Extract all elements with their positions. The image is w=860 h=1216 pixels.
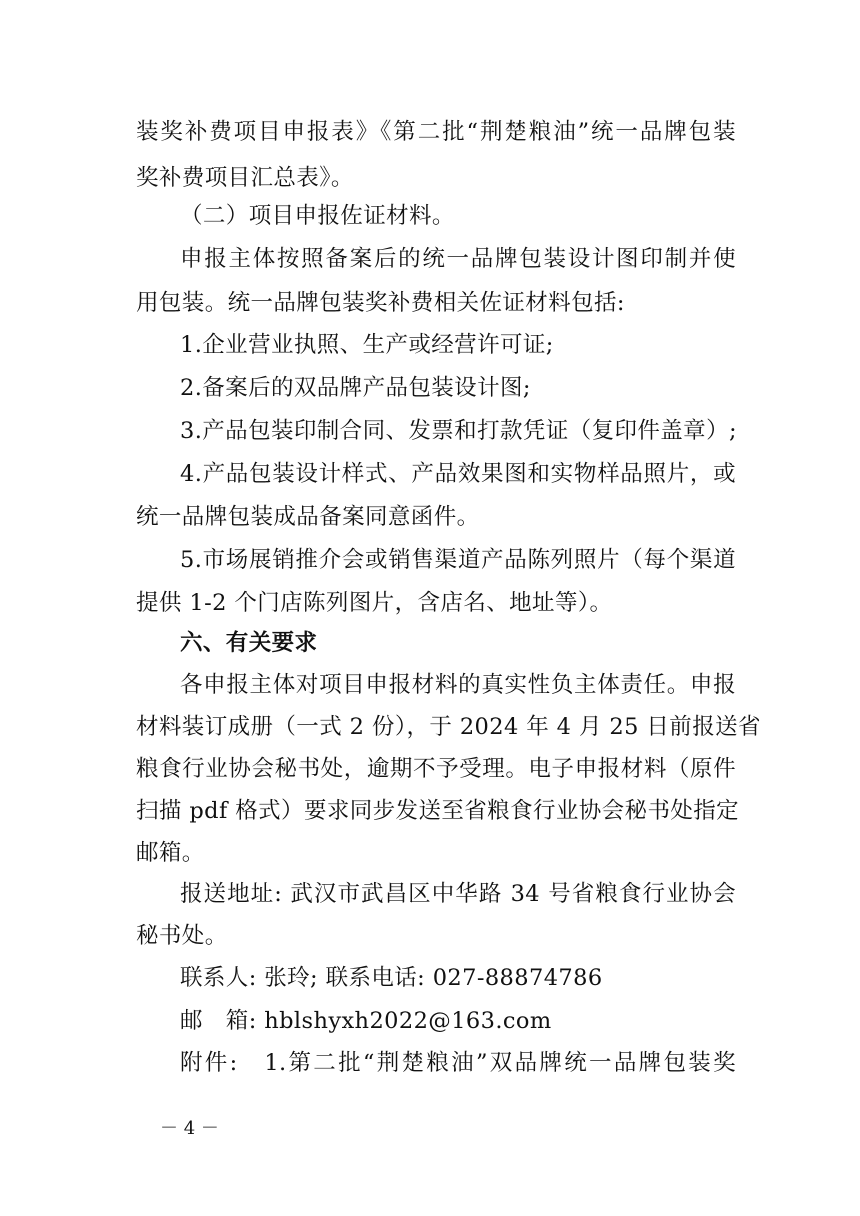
text-line-5: 用包装。统一品牌包装奖补费相关佐证材料包括:	[136, 290, 625, 316]
list-item-4: 4.产品包装设计样式、产品效果图和实物样品照片，或	[180, 461, 736, 487]
address-line-cont: 秘书处。	[136, 923, 228, 949]
text-line-15: 材料装订成册（一式 2 份），于 2024 年 4 月 25 日前报送省	[136, 714, 761, 740]
list-item-5-cont: 提供 1-2 个门店陈列图片，含店名、地址等）。	[136, 590, 613, 616]
attachment-line: 附件: 1.第二批“荆楚粮油”双品牌统一品牌包装奖	[180, 1050, 736, 1076]
list-item-1: 1.企业营业执照、生产或经营许可证;	[180, 332, 554, 358]
section-heading: 六、有关要求	[180, 630, 318, 656]
text-line-1: 装奖补费项目申报表》《第二批“荆楚粮油”统一品牌包装	[136, 119, 736, 145]
text-line-17: 扫描 pdf 格式）要求同步发送至省粮食行业协会秘书处指定	[136, 798, 740, 824]
address-line: 报送地址: 武汉市武昌区中华路 34 号省粮食行业协会	[180, 881, 736, 907]
list-item-5: 5.市场展销推介会或销售渠道产品陈列照片（每个渠道	[180, 547, 736, 573]
email-line: 邮 箱: hblshyxh2022@163.com	[180, 1008, 552, 1034]
text-line-4: 申报主体按照备案后的统一品牌包装设计图印制并使	[180, 246, 736, 272]
text-line-2: 奖补费项目汇总表》。	[136, 165, 354, 191]
list-item-3: 3.产品包装印制合同、发票和打款凭证（复印件盖章）;	[180, 418, 737, 444]
contact-line: 联系人: 张玲; 联系电话: 027-88874786	[180, 965, 603, 991]
subsection-heading: （二）项目申报佐证材料。	[180, 203, 455, 229]
text-line-16: 粮食行业协会秘书处，逾期不予受理。电子申报材料（原件	[136, 756, 736, 782]
page-number: － 4 －	[160, 1118, 219, 1139]
text-line-18: 邮箱。	[136, 840, 205, 866]
list-item-4-cont: 统一品牌包装成品备案同意函件。	[136, 504, 480, 530]
text-line-14: 各申报主体对项目申报材料的真实性负主体责任。申报	[180, 672, 736, 698]
list-item-2: 2.备案后的双品牌产品包装设计图;	[180, 375, 531, 401]
